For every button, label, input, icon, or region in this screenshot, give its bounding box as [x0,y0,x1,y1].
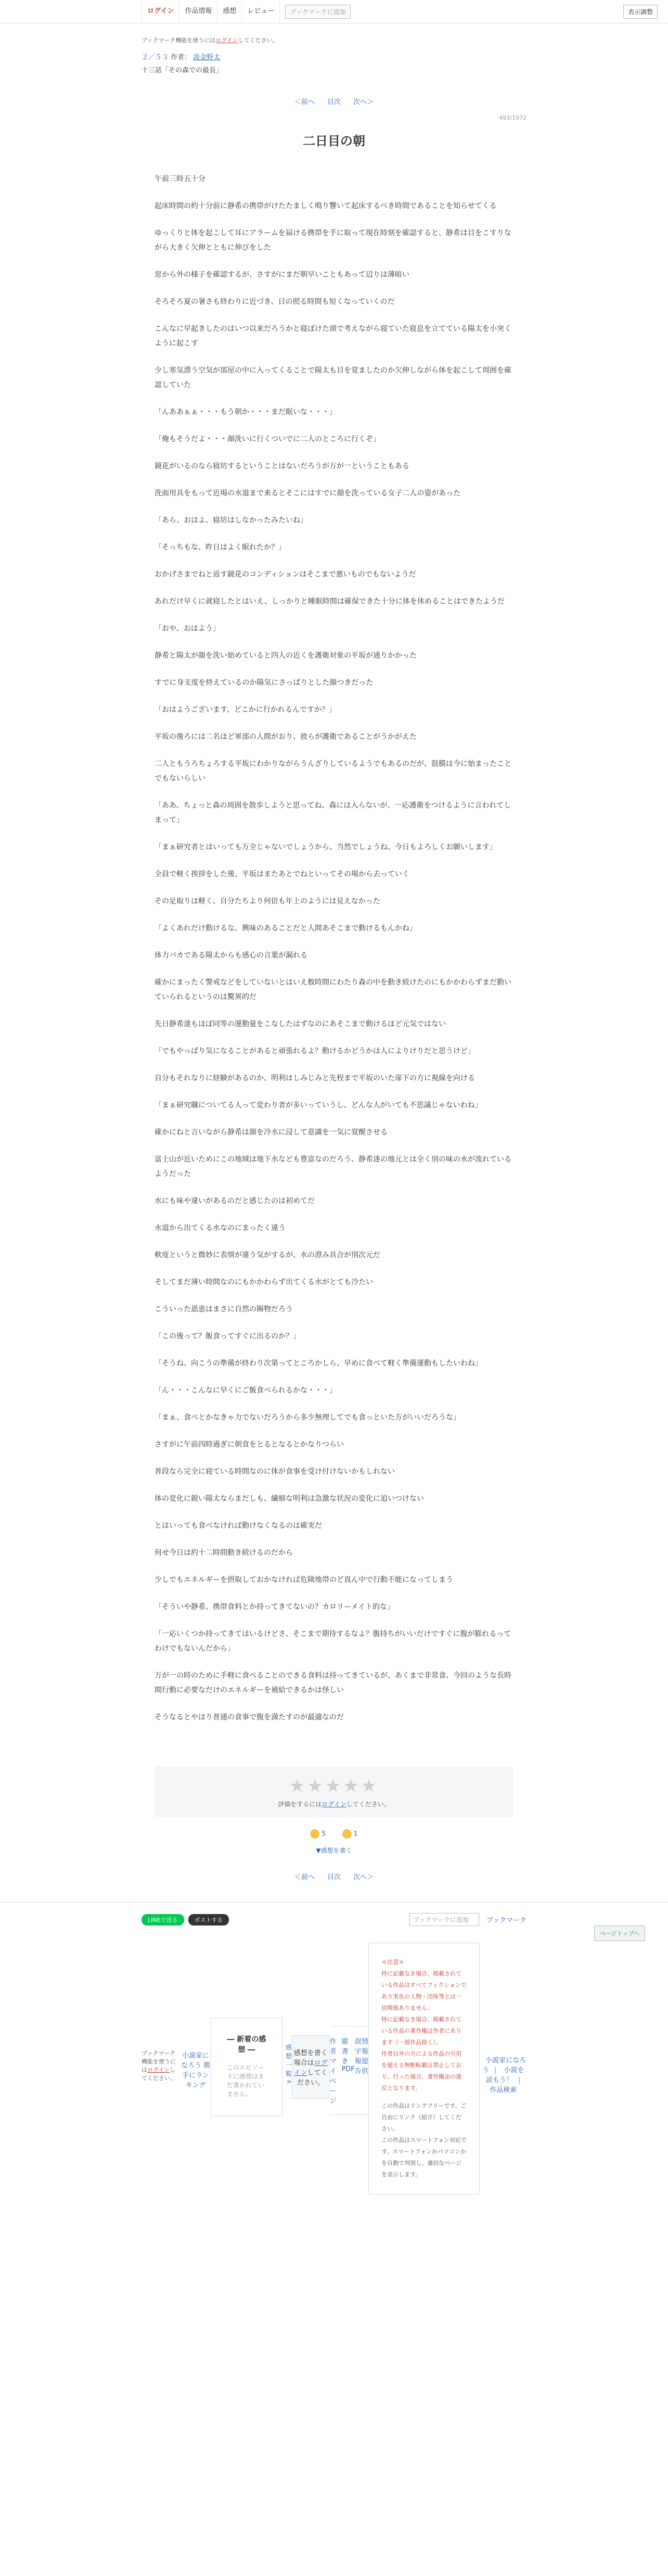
footer-link-search[interactable]: 作品検索 [490,2086,517,2094]
notice-line: 作者以外の方による作品の引用を超える無断転載は禁止しており、行った場合、著作権法の違反となります。 [381,2050,462,2092]
body-paragraph: 確かにねと言いながら静希は顔を冷水に浸して意識を一気に覚醒させる [155,1128,388,1137]
body-paragraph: 「んああぁぁ・・・もう朝か・・・まだ眠いな・・・」 [155,408,337,416]
evaluation-box [155,1766,513,1817]
notice-head: ＊注意＊ [381,1959,405,1966]
body-paragraph: 「あら、おはよ、寝坊はしなかったみたいね」 [155,516,307,525]
body-paragraph: あれだけ早くに就寝したとはいえ、しっかりと睡眠時間は確保できた十分に体を休めることはできたようだ [155,597,505,606]
body-paragraph: おかげさまでねと返す鏡花のコンディションはそこまで悪いものでもないようだ [155,570,416,579]
chapter-title: 十三話「その森での最長」 [142,67,223,74]
body-paragraph: すでに身支度を終えているのか陽気にさっぱりとした顔つきだった [155,679,374,687]
body-paragraph: 全員で軽く挨拶をした後、平坂はまたあとでねといってその場から去っていく [155,870,409,878]
body-paragraph: その足取りは軽く、自分たちより何倍も年上のようには見えなかった [155,897,380,906]
body-paragraph: 「まぁ研究者とはいっても万全じゃないでしょうから、当然でしょうね、今日もよろしくお願いします」 [155,843,497,851]
footer-link-yomou[interactable]: 小説を読もう！ [486,2067,524,2084]
author-mypage-link[interactable]: 作者マイページ [329,2037,337,2105]
body-paragraph: 二人ともうろちょろする平坂にわかりながらうんざりしているようでもあるのだが、鼓膜は今に始まったことでもないらしい [155,760,511,783]
body-paragraph: 普段なら完全に寝ている時間なのに体が食事を受け付けないかもしれない [155,1468,395,1476]
body-paragraph: 「ん・・・こんなに早くにご飯食べられるかな・・・」 [155,1386,337,1395]
notice-box [368,1943,480,2195]
body-paragraph: 平坂の後ろには二名ほど軍部の人間がおり、彼らが護衛であることがうかがえた [155,733,417,741]
impression-box [211,2018,282,2116]
impression-title: ― 新着の感想 ― [227,2035,266,2054]
nav-reviews[interactable]: レビュー [242,0,280,23]
smile-icon [342,1829,352,1839]
body-paragraph: 先日静希達もほぼ同等の運動量をこなしたはずなのにあそこまで動けるほど元気ではない [155,1020,446,1028]
body-paragraph: 自分もそれなりに経験があるのか、明利はしみじみと先程まで平坂のいた扉下の方に視線を向ける [155,1074,475,1082]
body-paragraph: こんなに早起きしたのはいつ以来だろうかと寝ぼけた頭で考えながら寝ていた寝息を立てている陽太を小突くように起こす [155,325,511,348]
typo-report-link[interactable]: 誤字報告 [354,2037,362,2075]
ranking-link[interactable]: 小説家になろう 勝手にランキング [181,2052,211,2089]
body-paragraph: 「まぁ研究職についてる人って変わり者が多いっていうし、どんな人がいても不思議じゃないわね」 [155,1101,482,1110]
body-paragraph: 「一応いくつか持ってきてはいるけどさ、そこまで期待するなよ？腹持ちがいいだけですぐに腹が膨れるってわけでもないんだから」 [155,1630,511,1653]
body-paragraph: そうなるとやはり普通の食事で腹を満たすのが最適なのだ [155,1713,344,1721]
notice-line: この作品はリンクフリーです。ご自由にリンク（紹介）してください。 [381,2102,467,2132]
body-paragraph: 体力バカである陽太からも感心の言葉が漏れる [155,951,307,960]
author-label: 作者： [171,54,191,61]
footer-login-note: ブックマーク機能を使うにはログインしてください。 [142,2050,176,2082]
rating-stars[interactable]: ★★★★★ [289,1776,379,1796]
evaluation-note: 評価をするにはログインしてください。 [278,1801,390,1808]
prev-link[interactable]: ＜前へ [294,98,315,106]
series-info [142,52,526,61]
body-paragraph: 水道から出てくる水なのにまったく違う [155,1224,286,1232]
footer-links: 小説家になろう | 小説を読もう！ | 作品検索 [482,2057,526,2094]
body-paragraph: 「そういや静希、携帯食料とか持ってきてないの？カロリーメイト的な」 [155,1603,395,1611]
body-paragraph: 静希と陽太が顔を洗い始めていると四人の近くを護衛対象の平坂が通りかかった [155,652,417,660]
top-pager [142,96,526,106]
body-paragraph: 富士山が近いためにこの地域は地下水なども豊富なのだろう、静希達の地元とは全く別の味の水が流れているようだった [155,1155,511,1178]
top-bar [0,0,668,23]
prev-link-bottom[interactable]: ＜前へ [294,1873,315,1881]
page-top-button[interactable]: ページトップへ [594,1925,645,1941]
body-paragraph: 洗面用具をもって近場の水道まで来るとそこにはすでに顔を洗っている女子二人の姿があった [155,489,461,498]
body-paragraph: 「よくあれだけ動けるな、興味のあることだと人間あそこまで動けるもんかね」 [155,924,417,933]
login-note-link[interactable]: ログイン [215,37,238,44]
body-paragraph: 水にも味や違いがあるのだと感じたのは初めてだ [155,1197,315,1205]
notice-line: 特に記載なき場合、掲載されている作品の著作権は作者にあります（一部作品除く）。 [381,2016,462,2046]
author-link[interactable]: 汲金野太 [193,54,221,61]
body-paragraph: そしてまだ薄い時間なのにもかかわらず出てくる水がとても冷たい [155,1278,373,1286]
episode-title: 二日目の朝 [303,134,365,148]
thumbs-up-icon [310,1829,319,1839]
body-paragraph: 何せ今日は約十二時間動き続けるのだから [155,1549,293,1557]
nav-impressions[interactable]: 感想 [217,0,242,23]
novel-body [155,172,513,1725]
body-paragraph: こういった恩恵はまさに自然の賜物だろう [155,1305,293,1313]
write-impression-toggle[interactable]: ▼感想を書く [316,1847,352,1854]
x-share-button[interactable]: ポストする [188,1914,229,1925]
body-paragraph: 起床時間の約十分前に静希の携帯がけたたましく鳴り響いて起床するべき時間であることを知らせてくる [155,202,497,210]
body-paragraph: 「そっちもな、昨日はよく眠れたか？」 [155,543,286,552]
info-provide-link[interactable]: 情報提供 [361,2037,368,2075]
bookmark-link[interactable]: ブックマーク [486,1917,526,1924]
body-paragraph: 少しでもエネルギーを摂取しておかなければ危険地帯のど真ん中で行動不能になってしまう [155,1576,453,1584]
next-link-bottom[interactable]: 次へ＞ [353,1873,374,1881]
display-settings-button[interactable]: 表示調整 [623,5,658,19]
body-paragraph: 少し寒気漂う空気が部屋の中に入ってくることで陽太も目を覚ましたのか欠伸しながら体を起こして周囲を確認していた [155,366,511,389]
footer-link-narou[interactable]: 小説家になろう [482,2057,526,2074]
bookmark-input[interactable]: ブックマークに追加 [409,1913,479,1926]
body-paragraph: 「おはようございます、どこかに行かれるんですか？」 [155,706,336,714]
reaction-bar [0,1829,668,1839]
write-login-link[interactable]: ログイン [293,2059,328,2077]
tools-bar [330,2026,368,2115]
body-paragraph: そろそろ夏の暑さも終わりに近づき、日の照る時間も短くなっていくのだ [155,298,395,306]
body-paragraph: 「ああ、ちょっと森の周囲を散歩しようと思ってね、森には入らないが、一応護衛をつけるように言われてしまって」 [155,801,511,824]
body-paragraph: 「俺もそうだよ・・・顔洗いに行くついでに二人のところに行くぞ」 [155,435,380,443]
page-count: 493/1072 [499,114,526,121]
line-share-button[interactable]: LINEで送る [142,1914,184,1925]
body-paragraph: 窓から外の様子を確認するが、さすがにまだ朝早いこともあって辺りは薄暗い [155,271,409,279]
episode-number: ２／５３ [142,54,169,61]
reaction-smile[interactable]: 1 [342,1829,358,1839]
body-paragraph: 鏡花がいるのなら寝坊するということはないだろうが万が一ということもある [155,462,409,470]
body-paragraph: 万が一の時のために手軽に食べることのできる食料は持ってきているが、あくまで非常食、今回のような長時間行動に必要なだけのエネルギーを補給できるかは怪しい [155,1672,511,1694]
bookmark-add-button[interactable]: ブックマークに追加 [285,5,350,19]
body-paragraph: 午前三時五十分 [155,175,205,183]
impression-list-link[interactable]: 感想一覧 > [285,2044,292,2085]
login-note: ブックマーク機能を使うにはログインしてください。 [142,37,278,44]
body-paragraph: 確かにまったく警戒などをしていないとはいえ数時間にわたり森の中を動き続けたのにもかかわらずまだ動いていられるというのは驚異的だ [155,978,511,1001]
toc-link-bottom[interactable]: 目次 [327,1873,341,1881]
notice-line: 特に記載なき場合、掲載されている作品はすべてフィクションであり実在の人物・団体等とは一切関係ありません。 [381,1970,467,2011]
body-paragraph: 「そうね、向こうの準備が終わり次第ってところかしら、早めに食べて軽く準備運動もしたいわね」 [155,1359,482,1368]
notice-line: この作品はスマートフォン対応です。スマートフォンかパソコンかを自動で判別し、適切なページを表示します。 [381,2137,467,2178]
body-paragraph: ゆっくりと体を起こして耳にアラームを届ける携帯を手に取って現在時刻を確認すると、静希は目をこすりながら大きく欠伸とともに伸びをした [155,229,511,252]
impression-empty: このエピソードに感想はまだ書かれていません。 [226,2064,264,2098]
body-paragraph: 「でもやっぱり気になることがあると頑張れるよ？動けるかどうかは人によりけりだと思うけど」 [155,1047,475,1055]
bookmark-area [409,1913,526,1926]
body-paragraph: さすがに午前四時過ぎに朝食をとるとなるとかなりつらい [155,1440,344,1449]
vertical-pdf-link[interactable]: 縦書きPDF [341,2037,355,2073]
footer-login-link[interactable]: ログイン [147,2067,170,2073]
body-paragraph: 「この後って？飯食ってすぐに出るのか？」 [155,1332,300,1341]
body-paragraph: 「まぁ、食べとかなきゃ力でないだろうから多少無理してでも食っといた方がいいだろうな」 [155,1413,460,1422]
next-link[interactable]: 次へ＞ [353,98,374,106]
reaction-thumbs-up[interactable]: 5 [310,1829,326,1839]
body-paragraph: 軟度というと微妙に表情が違う気がするが、水の澄み具合が別次元だ [155,1251,380,1259]
body-paragraph: 「おや、おはよう」 [155,624,220,633]
evaluation-login-link[interactable]: ログイン [322,1801,346,1808]
nav-work-info[interactable]: 作品情報 [179,0,217,23]
share-bar [0,1902,668,2195]
body-paragraph: とはいっても食べなければ動けなくなるのは確実だ [155,1522,322,1530]
toc-link[interactable]: 目次 [327,98,341,106]
write-impression-box: 感想を書く場合はログインしてください。 [292,2035,330,2099]
login-link[interactable]: ログイン [142,0,179,23]
body-paragraph: 体の変化に鋭い陽太ならまだしも、繊細な明利は急激な状況の変化に追いつけない [155,1495,424,1503]
bottom-pager [0,1871,668,1881]
